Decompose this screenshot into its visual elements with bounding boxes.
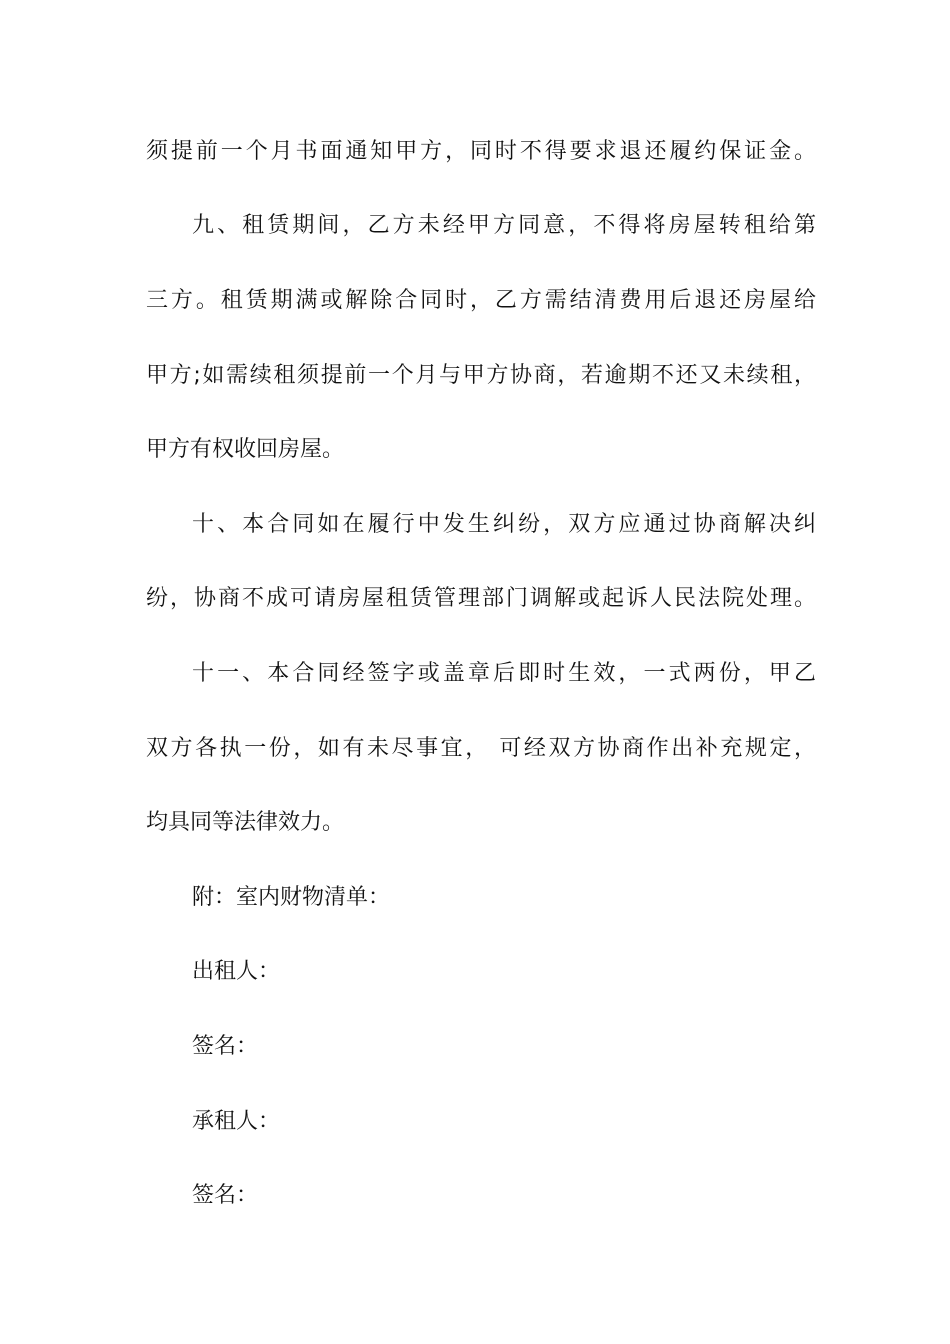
lessor-label: 出租人：: [192, 959, 281, 984]
paragraph-line: 均具同等法律效力。: [146, 810, 345, 835]
lessee-label: 承租人：: [192, 1109, 281, 1134]
paragraph-line: 甲方;如需续租须提前一个月与甲方协商，若逾期不还又未续租，: [146, 363, 816, 388]
lessor-signature-label: 签名：: [192, 1034, 259, 1059]
paragraph-line: 甲方有权收回房屋。: [146, 437, 345, 462]
paragraph-line: 须提前一个月书面通知甲方，同时不得要求退还履约保证金。: [146, 139, 816, 164]
clause-11-line: 十一、本合同经签字或盖章后即时生效，一式两份，甲乙: [192, 661, 816, 686]
paragraph-line: 三方。租赁期满或解除合同时，乙方需结清费用后退还房屋给: [146, 288, 816, 313]
paragraph-line: 纷，协商不成可请房屋租赁管理部门调解或起诉人民法院处理。: [146, 586, 816, 611]
appendix-inventory-label: 附：室内财物清单：: [192, 885, 391, 910]
lessee-signature-label: 签名：: [192, 1183, 259, 1208]
paragraph-line: 双方各执一份，如有未尽事宜， 可经双方协商作出补充规定，: [146, 736, 816, 761]
clause-10-line: 十、本合同如在履行中发生纠纷，双方应通过协商解决纠: [192, 512, 816, 537]
clause-9-line: 九、租赁期间，乙方未经甲方同意，不得将房屋转租给第: [192, 213, 816, 238]
